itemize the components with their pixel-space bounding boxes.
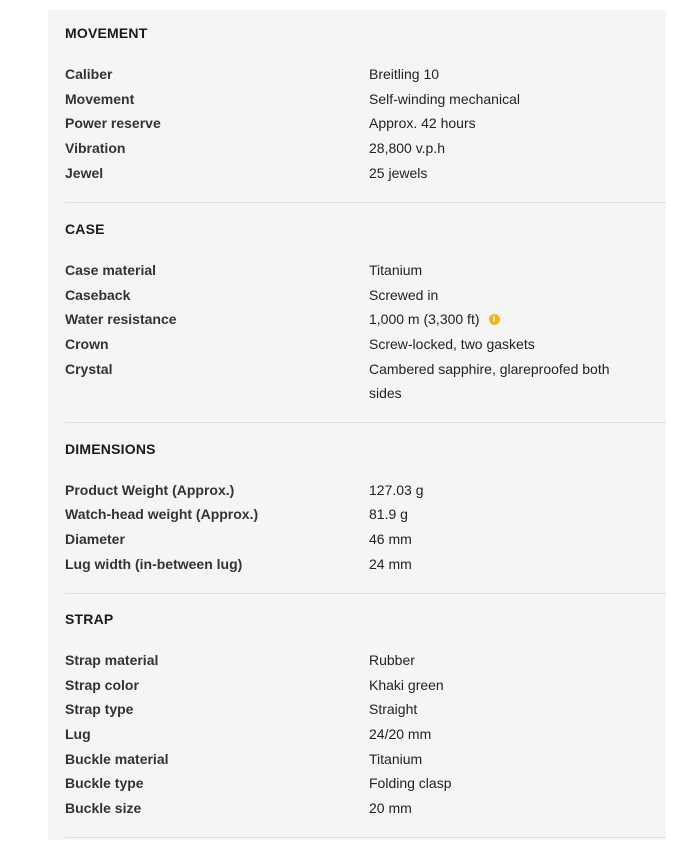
spec-label: Strap color [65,677,139,693]
spec-label: Vibration [65,140,126,156]
spec-label: Caseback [65,287,131,303]
section-movement [65,10,666,203]
spec-label: Product Weight (Approx.) [65,482,235,498]
section-title-dimensions: DIMENSIONS [65,441,156,457]
spec-value-text: 1,000 m (3,300 ft) [369,311,480,327]
section-case [65,203,666,423]
spec-label: Buckle size [65,800,142,816]
spec-value: 24/20 mm [369,726,432,742]
spec-label: Buckle type [65,775,144,791]
spec-value: 127.03 g [369,482,424,498]
spec-value: 25 jewels [369,165,428,181]
spec-value: Titanium [369,262,423,278]
info-icon[interactable]: i [489,314,500,325]
spec-label: Buckle material [65,751,169,767]
spec-label: Caliber [65,66,113,82]
spec-value: Khaki green [369,677,444,693]
spec-value: Rubber [369,652,415,668]
spec-value: Straight [369,701,418,717]
spec-value: 46 mm [369,531,412,547]
spec-value: 20 mm [369,800,412,816]
spec-value: Screw-locked, two gaskets [369,336,535,352]
spec-value: Approx. 42 hours [369,115,476,131]
spec-value: 24 mm [369,556,412,572]
section-title-movement: MOVEMENT [65,25,148,41]
specs-panel [48,10,666,840]
section-dimensions [65,423,666,594]
spec-value-with-icon [369,307,649,331]
spec-label: Strap material [65,652,159,668]
spec-label: Diameter [65,531,125,547]
spec-value: Self-winding mechanical [369,91,520,107]
spec-label: Watch-head weight (Approx.) [65,506,259,522]
section-title-case: CASE [65,221,105,237]
section-strap [65,594,666,838]
spec-value: Titanium [369,751,423,767]
spec-value: Screwed in [369,287,439,303]
spec-label: Crown [65,336,109,352]
spec-label: Water resistance [65,311,177,327]
spec-label: Crystal [65,361,113,377]
spec-label: Strap type [65,701,134,717]
spec-value: 81.9 g [369,506,408,522]
spec-label: Lug [65,726,91,742]
section-title-strap: STRAP [65,611,114,627]
spec-label: Power reserve [65,115,161,131]
spec-value: Breitling 10 [369,66,440,82]
spec-label: Jewel [65,165,104,181]
spec-value: 28,800 v.p.h [369,140,446,156]
spec-label: Case material [65,262,157,278]
spec-label: Lug width (in-between lug) [65,556,243,572]
spec-label: Movement [65,91,135,107]
spec-value: Cambered sapphire, glareproofed both sides [369,361,610,401]
spec-value: Folding clasp [369,775,452,791]
